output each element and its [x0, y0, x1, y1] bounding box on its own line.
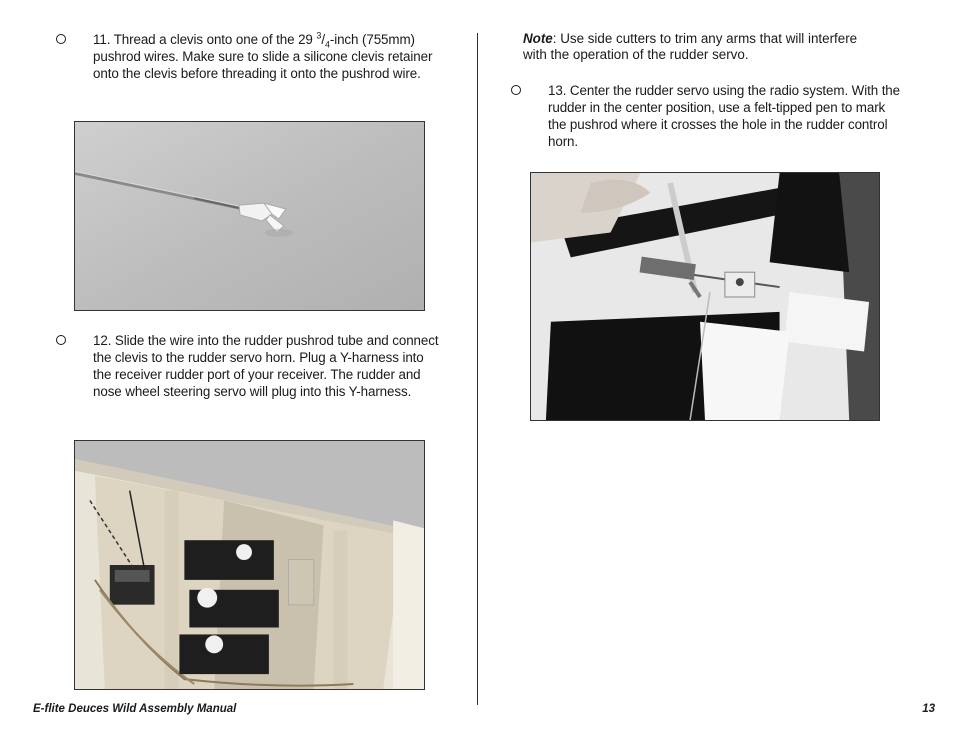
step-11: [93, 31, 443, 82]
step-11-text: 11. Thread a clevis onto one of the 29 $^3/_4$-inch (755mm) pushrod wires. Make sure to slide a silicone clevis retainer onto the clevis before threading it onto the pushrod wire.: [93, 30, 433, 81]
step-12-text: 12. Slide the wire into the rudder pushrod tube and connect the clevis to the rudder servo horn. Plug a Y-harness into the receiver rudder port of your receiver. The rudder and nose wheel steering servo will plug into this Y-harness.: [93, 333, 439, 399]
step-13: [548, 82, 900, 150]
photo-clevis-pushrod: [74, 121, 425, 311]
checkbox-bullet-icon: [56, 335, 66, 345]
footer-title: E-flite Deuces Wild Assembly Manual: [33, 703, 237, 715]
note-text: : Use side cutters to trim any arms that will interfere with the operation of the rudder servo.: [523, 31, 858, 62]
note-label: Note: [523, 31, 553, 46]
column-divider: [477, 33, 478, 705]
checkbox-bullet-icon: [56, 34, 66, 44]
note: [523, 31, 883, 63]
photo-marking-pushrod: [530, 172, 880, 421]
photo-servo-tray: [74, 440, 425, 690]
checkbox-bullet-icon: [511, 85, 521, 95]
page-number: 13: [922, 703, 935, 715]
step-13-text: 13. Center the rudder servo using the radio system. With the rudder in the center position, use a felt-tipped pen to mark the pushrod where it crosses the hole in the rudder control horn.: [548, 83, 901, 149]
step-12: [93, 332, 443, 400]
